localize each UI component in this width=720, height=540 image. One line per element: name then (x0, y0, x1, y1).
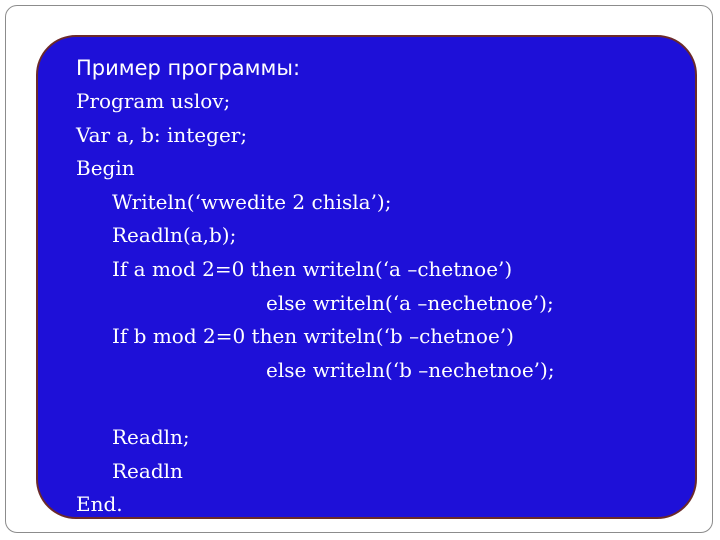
code-line-var: Var a, b: integer; (76, 122, 248, 147)
code-line-if-a: If a mod 2=0 then writeln(‘a –chetnoe’) (112, 256, 513, 281)
code-panel (36, 35, 697, 519)
code-listing (76, 51, 685, 519)
code-line-begin: Begin (76, 156, 135, 181)
code-line-readln-2: Readln (112, 458, 183, 483)
code-blank-line (76, 387, 685, 421)
slide-title: Пример программы: (76, 56, 301, 80)
code-line-else-a: else writeln(‘a –nechetnoe’); (266, 290, 554, 315)
code-line-readln-1: Readln; (112, 424, 190, 449)
code-line-if-b: If b mod 2=0 then writeln(‘b –chetnoe’) (112, 324, 514, 349)
code-line-else-b: else writeln(‘b –nechetnoe’); (266, 357, 555, 382)
code-line-writeln: Writeln(‘wwedite 2 chisla’); (112, 189, 392, 214)
code-line-program: Program uslov; (76, 89, 231, 113)
code-line-readln-ab: Readln(a,b); (112, 223, 237, 248)
code-line-end: End. (76, 492, 123, 517)
slide-frame (5, 5, 713, 533)
